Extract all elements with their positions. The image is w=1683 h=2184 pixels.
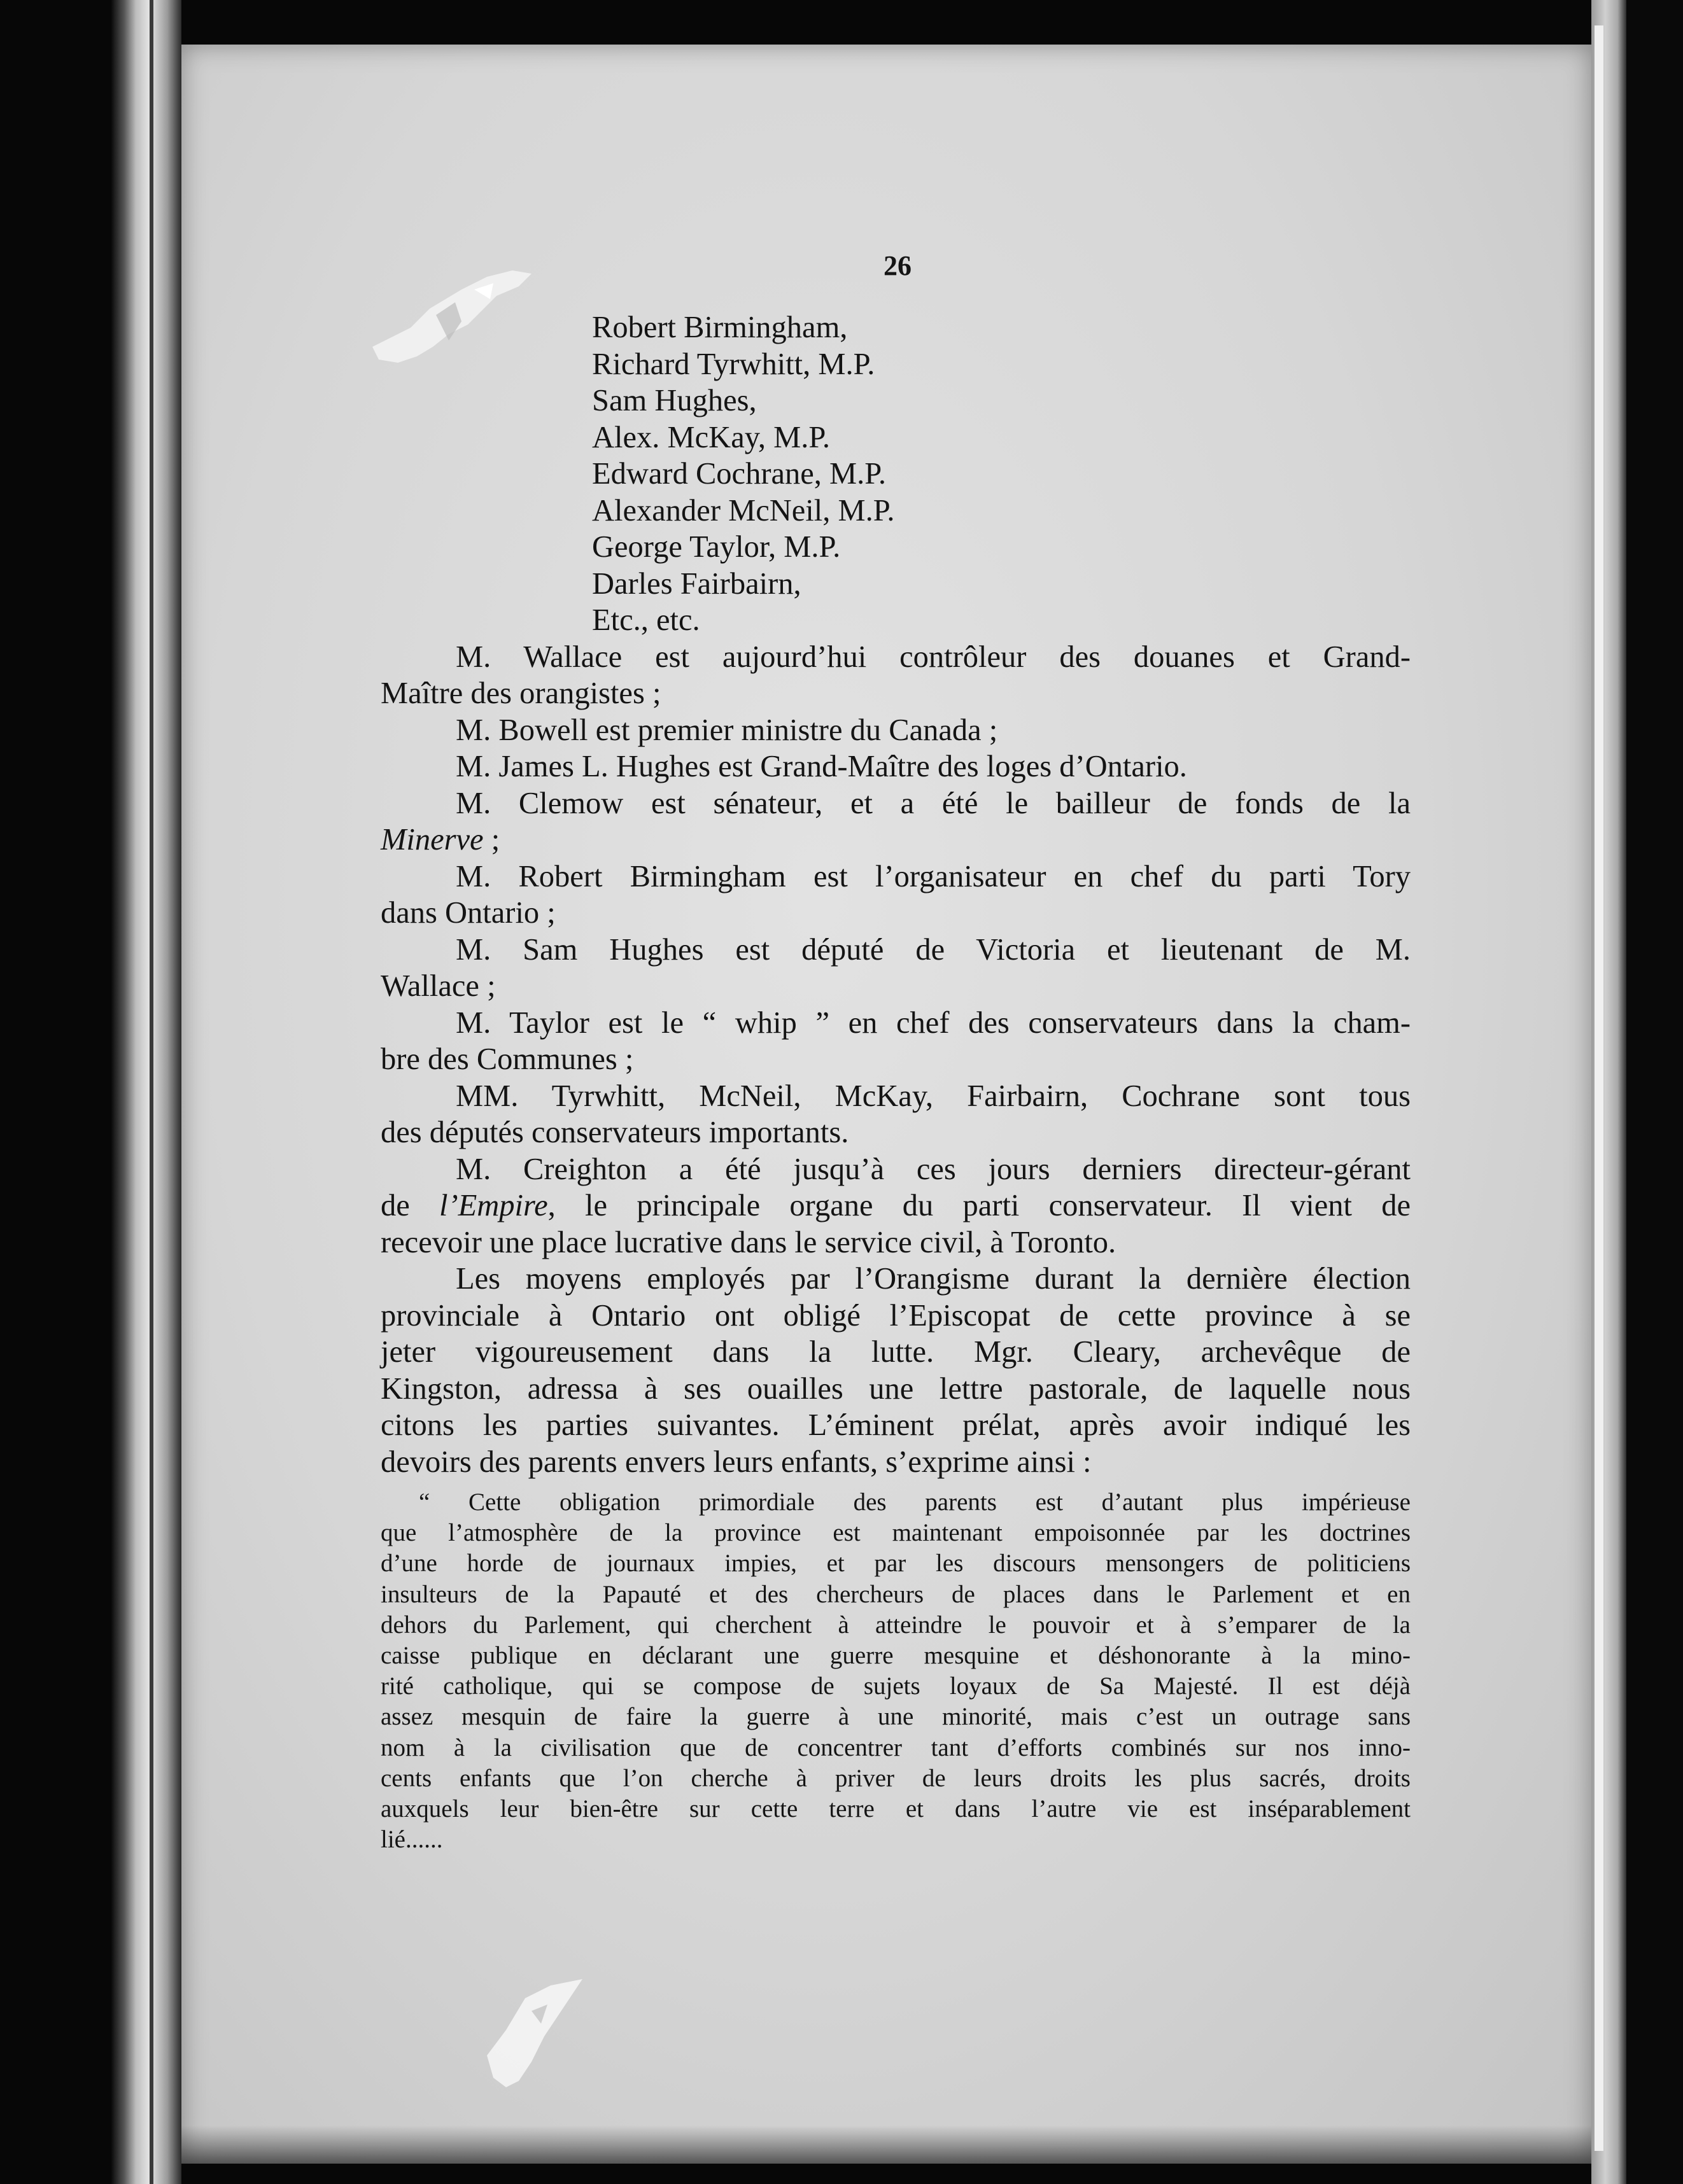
name-entry: Darles Fairbairn, [592, 566, 801, 601]
adjacent-page-sliver [1595, 25, 1603, 2151]
paragraph-deputes [381, 1078, 1411, 1151]
text-line: recevoir une place lucrative dans le service civil, à Toronto. [381, 1225, 1116, 1259]
paragraph-james-hughes [381, 748, 1411, 785]
paragraph-birmingham [381, 858, 1411, 932]
name-entry: Edward Cochrane, M.P. [592, 457, 887, 491]
text-line: Wallace ; [381, 969, 496, 1003]
name-entry: Alex. McKay, M.P. [592, 420, 831, 454]
paper-blemish-bottom [461, 1960, 614, 2100]
quote-line: auxquels leur bien-être sur cette terre et dans l’autre vie est inséparablement [381, 1795, 1411, 1823]
book-edge-left [111, 0, 181, 2184]
quote-line: dehors du Parlement, qui cherchent à atteindre le pouvoir et à s’emparer de la [381, 1611, 1411, 1639]
quote-line: caisse publique en déclarant une guerre mesquine et déshonorante à la mino- [381, 1642, 1411, 1670]
paragraph-creighton [381, 1151, 1411, 1261]
quote-line: que l’atmosphère de la province est maintenant empoisonnée par les doctrines [381, 1519, 1411, 1547]
text-line: citons les parties suivantes. L’éminent prélat, après avoir indiqué les [381, 1408, 1411, 1442]
text-line: M. Creighton a été jusqu’à ces jours derniers directeur-gérant [456, 1152, 1411, 1186]
text-line: jeter vigoureusement dans la lutte. Mgr. Cleary, archevêque de [381, 1335, 1411, 1369]
text-line: bre des Communes ; [381, 1042, 634, 1076]
text-line: M. Wallace est aujourd’hui contrôleur des douanes et Grand- [456, 640, 1411, 674]
text-line: Kingston, adressa à ses ouailles une lettre pastorale, de laquelle nous [381, 1371, 1411, 1406]
text-line: M. James L. Hughes est Grand-Maître des loges d’Ontario. [456, 750, 1187, 783]
text-line [381, 822, 1411, 858]
name-entry: Robert Birmingham, [592, 311, 848, 344]
name-entry: Alexander McNeil, M.P. [592, 493, 895, 528]
paragraph-sam-hughes [381, 932, 1411, 1005]
text-line: M. Bowell est premier ministre du Canada ; [456, 713, 998, 747]
name-entry: Etc., etc. [592, 603, 700, 637]
journal-title-minerve: Minerve [381, 823, 484, 857]
quote-line: d’une horde de journaux impies, et par les discours mensongers de politiciens [381, 1550, 1411, 1578]
text-line: MM. Tyrwhitt, McNeil, McKay, Fairbairn, Cochrane sont tous [456, 1079, 1411, 1113]
text-line: des députés conservateurs importants. [381, 1116, 849, 1149]
quote-line: insulteurs de la Papauté et des chercheurs de places dans le Parlement et en [381, 1580, 1411, 1608]
text-fragment: , le principale organe du parti conservateur. Il vient de [547, 1189, 1411, 1222]
film-border-right [1626, 0, 1683, 2184]
pastoral-letter-quote [381, 1487, 1411, 1855]
text-line: M. Robert Birmingham est l’organisateur en chef du parti Tory [456, 859, 1411, 893]
text-line: M. Taylor est le “ whip ” en chef des conservateurs dans la cham- [456, 1005, 1411, 1040]
quote-line: nom à la civilisation que de concentrer tant d’efforts combinés sur nos inno- [381, 1733, 1411, 1761]
quote-line: cents enfants que l’on cherche à priver de leurs droits les plus sacrés, droits [381, 1764, 1411, 1792]
text-line: provinciale à Ontario ont obligé l’Episcopat de cette province à se [381, 1298, 1411, 1333]
page-text [381, 309, 1411, 1855]
paragraph-wallace [381, 639, 1411, 712]
text-line: Maître des orangistes ; [381, 676, 661, 710]
name-entry: Richard Tyrwhitt, M.P. [592, 347, 875, 381]
quote-line: assez mesquin de faire la guerre à une minorité, mais c’est un outrage sans [381, 1703, 1411, 1731]
paragraph-moyens [381, 1261, 1411, 1480]
name-list [381, 309, 1411, 639]
text-line: devoirs des parents envers leurs enfants, s’exprime ainsi : [381, 1445, 1092, 1479]
text-line: dans Ontario ; [381, 896, 556, 930]
paragraph-taylor [381, 1005, 1411, 1078]
text-fragment: ; [483, 823, 500, 857]
text-line: Les moyens employés par l’Orangisme durant la dernière élection [456, 1262, 1411, 1296]
paragraph-clemow [381, 785, 1411, 858]
paragraph-bowell [381, 712, 1411, 749]
journal-title-empire: l’Empire [439, 1189, 548, 1222]
page-number: 26 [884, 250, 912, 281]
text-line: M. Sam Hughes est député de Victoria et lieutenant de M. [456, 932, 1411, 967]
quote-line: lié...... [381, 1826, 443, 1854]
text-line [381, 1187, 1411, 1224]
text-fragment: de [381, 1189, 440, 1222]
quote-line: rité catholique, qui se compose de sujets loyaux de Sa Majesté. Il est déjà [381, 1672, 1411, 1700]
name-entry: Sam Hughes, [592, 384, 757, 417]
name-entry: George Taylor, M.P. [592, 530, 841, 564]
text-line: M. Clemow est sénateur, et a été le bailleur de fonds de la [456, 786, 1411, 820]
quote-line: “ Cette obligation primordiale des parents est d’autant plus impérieuse [419, 1488, 1411, 1516]
